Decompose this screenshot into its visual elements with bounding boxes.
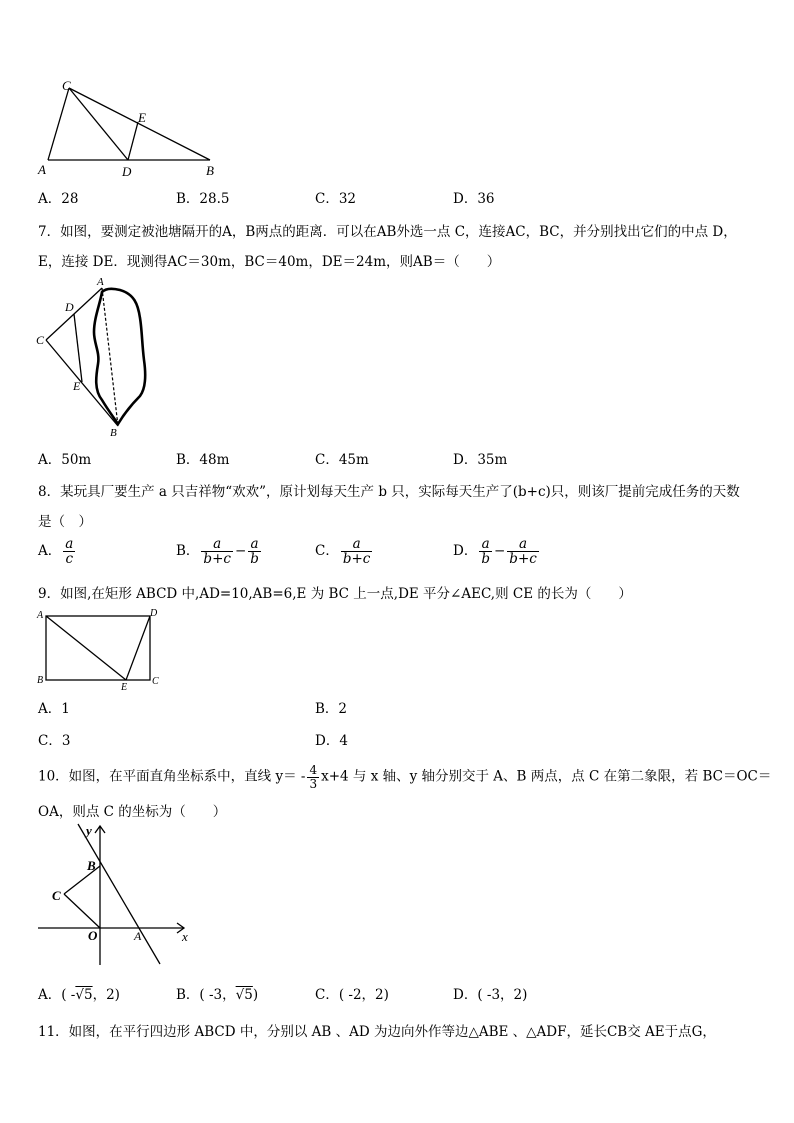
q6-option-d: D．36 xyxy=(453,191,495,207)
q7-stem-line2: E，连接 DE．现测得AC＝30m，BC＝40m，DE＝24m，则AB＝（ ） xyxy=(38,254,501,270)
q7-label-a: A xyxy=(97,276,104,288)
q10-figure xyxy=(34,820,194,970)
q10-option-d: D．( -3，2) xyxy=(453,987,528,1003)
q7-stem-line1: 7．如图，要测定被池塘隔开的A，B两点的距离．可以在AB外选一点 C，连接AC，BC，并分别找出它们的中点 D， xyxy=(38,224,737,240)
q6-label-e: E xyxy=(138,110,146,125)
q9-stem: 9．如图,在矩形 ABCD 中,AD=10,AB=6,E 为 BC 上一点,DE 平分∠AEC,则 CE 的长为（ ） xyxy=(38,586,632,602)
q10-label-y: y xyxy=(86,823,92,838)
q9-label-b: B xyxy=(37,675,44,686)
q9-option-c: C．3 xyxy=(38,733,71,749)
q6-label-c: C xyxy=(62,78,71,93)
q8-option-b: B． $\frac{a}{b+c}$ − $\frac{a}{b}$ xyxy=(176,536,259,568)
q9-label-c: C xyxy=(152,676,159,687)
q9-label-d: D xyxy=(150,608,158,619)
q9-label-a: A xyxy=(37,610,44,621)
q6-label-a: A xyxy=(38,162,46,177)
q7-figure xyxy=(34,274,150,440)
q6-option-b: B．28.5 xyxy=(176,191,230,207)
q9-option-a: A．1 xyxy=(38,701,70,717)
q6-label-d: D xyxy=(122,164,132,178)
q8-stem-line2: 是（ ） xyxy=(38,514,92,530)
q7-option-a: A．50m xyxy=(38,452,92,468)
q10-stem-line1: 10．如图，在平面直角坐标系中，直线 y＝ - $\frac{4}{3}$ x+4 与 x 轴、y 轴分别交于 A、B 两点，点 C 在第二象限，若 BC＝OC＝ xyxy=(38,763,772,791)
q7-label-c: C xyxy=(36,333,45,347)
q11-stem: 11．如图，在平行四边形 ABCD 中，分别以 AB 、AD 为边向外作等边△ABE 、△ADF，延长CB交 AE于点G， xyxy=(38,1024,716,1040)
q8-option-a: A． $\frac{a}{c}$ xyxy=(38,536,74,568)
q10-label-x: x xyxy=(182,929,188,944)
q10-label-a: A xyxy=(134,929,142,943)
q8-option-c: C． $\frac{a}{b+c}$ xyxy=(315,536,371,568)
q10-stem-line2: OA，则点 C 的坐标为（ ） xyxy=(38,804,227,820)
q7-label-b: B xyxy=(110,427,117,439)
q9-label-e: E xyxy=(121,682,128,692)
q9-figure xyxy=(34,606,170,692)
q10-label-c: C xyxy=(52,888,61,903)
q6-figure xyxy=(34,78,224,178)
q10-option-c: C．( -2，2) xyxy=(315,987,389,1003)
q10-label-o: O xyxy=(88,928,98,943)
q10-option-b: B．( -3，√5) xyxy=(176,987,259,1003)
q7-label-e: E xyxy=(73,379,81,393)
q7-option-c: C．45m xyxy=(315,452,369,468)
q9-option-b: B．2 xyxy=(315,701,348,717)
q8-option-d: D． $\frac{a}{b}$ − $\frac{a}{b+c}$ xyxy=(453,536,537,568)
q8-stem-line1: 8．某玩具厂要生产 a 只吉祥物“欢欢”，原计划每天生产 b 只，实际每天生产了(b+c)只，则该厂提前完成任务的天数 xyxy=(38,484,740,500)
q7-option-b: B．48m xyxy=(176,452,230,468)
q6-option-c: C．32 xyxy=(315,191,357,207)
q6-label-b: B xyxy=(206,163,214,178)
q10-option-a: A．( -√5，2) xyxy=(38,987,120,1003)
q10-label-b: B xyxy=(87,858,96,873)
q9-option-d: D．4 xyxy=(315,733,348,749)
q6-option-a: A．28 xyxy=(38,191,79,207)
q7-label-d: D xyxy=(65,300,74,314)
q7-option-d: D．35m xyxy=(453,452,508,468)
